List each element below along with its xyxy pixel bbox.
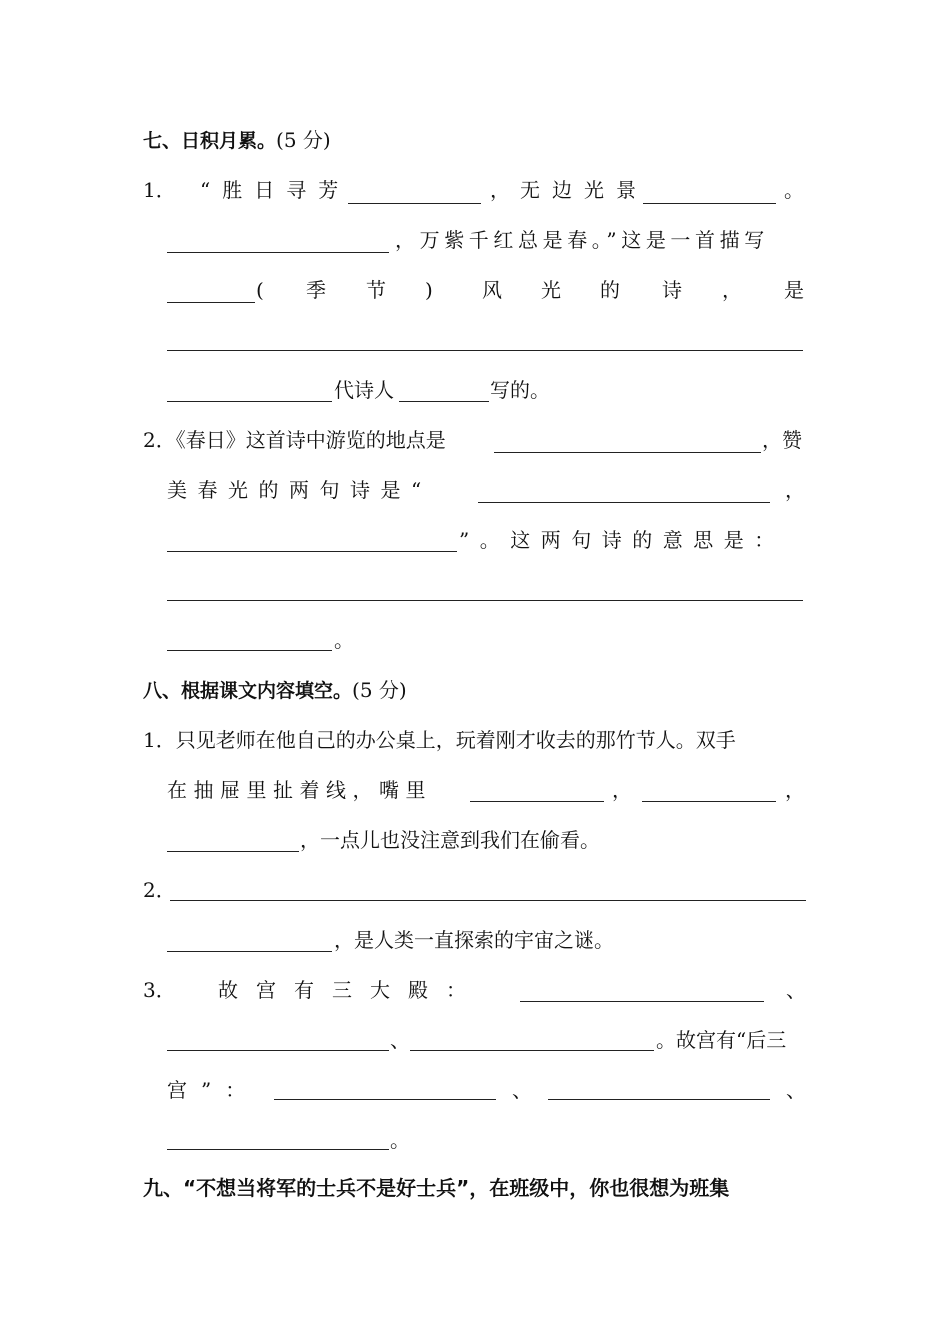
section7-title: 七、日积月累。 (143, 130, 277, 152)
char-ji-text: 季 (306, 278, 326, 302)
paren-open-text: ( (256, 278, 264, 302)
s8-q3-line3-c (786, 1076, 806, 1104)
wrote-text: 写的。 (490, 378, 550, 402)
blank-16[interactable] (170, 900, 806, 901)
s7-q2-line1-b (762, 426, 802, 454)
s7-q2-text-c: 美春光的两句诗是“ (167, 478, 432, 502)
s8-q3-period: 。 (390, 1128, 410, 1152)
s8-q3-line2-b (656, 1026, 786, 1054)
s8-q2-number: 2． (143, 878, 176, 902)
char-shi2 (784, 276, 804, 304)
s7-q2-line5 (334, 626, 354, 654)
s8-q3-dun4: 、 (786, 1078, 806, 1102)
s7-q2-text-a: 《春日》这首诗中游览的地点是 (175, 428, 446, 452)
blank-5[interactable] (167, 350, 803, 351)
section8-heading (143, 676, 407, 705)
s7-q1-line5-b (490, 376, 550, 404)
s8-q1-comma2 (785, 776, 805, 804)
s8-q1-line3 (300, 826, 600, 854)
blank-23[interactable] (167, 1149, 389, 1150)
s8-q3-line3-a (167, 1076, 259, 1104)
s8-q3-number: 3． (143, 978, 176, 1002)
s8-q3-dun3: 、 (512, 1078, 532, 1102)
section8-title: 八、根据课文内容填空。 (143, 680, 353, 702)
char-feng (482, 276, 502, 304)
s8-q3-text-b: 。故宫有“后三 (656, 1028, 787, 1052)
blank-14[interactable] (642, 801, 776, 802)
s7-q1-line1-text-c (520, 176, 648, 204)
poem-phrase: 无边光景 (520, 178, 648, 202)
poem-opening: “胜日寻芳 (200, 178, 351, 202)
paren-close (425, 276, 433, 304)
comma: ， (490, 178, 510, 202)
s8-q3-line1-b (786, 976, 806, 1004)
char-de-text: 的 (600, 278, 620, 302)
s7-q1-line5-a (334, 376, 394, 404)
blank-21[interactable] (274, 1099, 496, 1100)
s8-q3-line3-b (512, 1076, 532, 1104)
s7-q2-number: 2． (143, 428, 176, 452)
char-ji (306, 276, 326, 304)
s7-q1-line1-text-a (200, 176, 350, 204)
char-comma-text: ， (722, 278, 742, 302)
dynasty-poet-text: 代诗人 (334, 378, 394, 402)
char-feng-text: 风 (482, 278, 502, 302)
s7-q2-text-d: ”。这两句诗的意思是： (459, 528, 785, 552)
s8-q3-line1 (218, 976, 484, 1004)
s8-q3-number-wrap (143, 976, 176, 1004)
blank-11[interactable] (167, 600, 803, 601)
section9-title: 九、“不想当将军的士兵不是好士兵”，在班级中，你也很想为班集 (143, 1176, 730, 1200)
s8-comma2: ， (785, 778, 805, 802)
s7-q2-line1 (143, 426, 446, 454)
paren-open (256, 276, 264, 304)
s7-q2-period: 。 (334, 628, 354, 652)
s7-q2-line2 (167, 476, 432, 504)
s8-q1-line1 (143, 726, 736, 754)
blank-6[interactable] (167, 401, 332, 402)
s8-q3-dun2: 、 (390, 1028, 410, 1052)
period: 。 (784, 178, 804, 202)
s8-q3-text-c: 宫”： (167, 1078, 260, 1102)
s8-comma1: ， (612, 778, 632, 802)
s7-q1-line1-period (784, 176, 804, 204)
s8-q1-number: 1． (143, 728, 176, 752)
char-jie-text: 节 (366, 278, 386, 302)
section9-heading (143, 1174, 729, 1202)
blank-7[interactable] (399, 401, 489, 402)
blank-4[interactable] (167, 302, 255, 303)
section7-heading (143, 126, 331, 155)
s7-q1-line1-comma (490, 176, 510, 204)
s8-q3-line4 (390, 1126, 410, 1154)
char-comma (722, 276, 742, 304)
blank-17[interactable] (167, 951, 332, 952)
char-guang (541, 276, 561, 304)
section7-score: (5 分) (276, 128, 331, 152)
s8-q3-line2-a (390, 1026, 410, 1054)
s8-q2-text: ，是人类一直探索的宇宙之谜。 (334, 928, 614, 952)
char-shi (662, 276, 682, 304)
blank-13[interactable] (470, 801, 604, 802)
blank-9[interactable] (478, 502, 770, 503)
s8-q1-text: 只见老师在他自己的办公桌上，玩着刚才收去的那竹节人。双手 (175, 728, 736, 752)
blank-18[interactable] (520, 1001, 764, 1002)
blank-20[interactable] (410, 1050, 654, 1051)
s8-q1-comma1 (612, 776, 632, 804)
char-jie (366, 276, 386, 304)
s7-q2-line3 (459, 526, 785, 554)
s8-q3-dun1: 、 (786, 978, 806, 1002)
section8-score: (5 分) (352, 678, 407, 702)
blank-8[interactable] (494, 452, 761, 453)
char-shi2-text: 是 (784, 278, 804, 302)
blank-12[interactable] (167, 650, 332, 651)
blank-19[interactable] (167, 1050, 389, 1051)
blank-22[interactable] (548, 1099, 770, 1100)
s7-q2-line2-comma (785, 476, 805, 504)
char-shi-text: 诗 (662, 278, 682, 302)
s8-q3-text-a: 故宫有三大殿： (218, 978, 484, 1002)
blank-1[interactable] (348, 203, 481, 204)
s8-q1-text-b: 在抽屉里扯着线，嘴里 (167, 778, 432, 802)
char-guang-text: 光 (541, 278, 561, 302)
blank-15[interactable] (167, 851, 299, 852)
s8-q1-line2 (167, 776, 432, 804)
s7-q2-text-b: ，赞 (762, 428, 802, 452)
s7-q1-number: 1． (143, 178, 176, 202)
s7-q1-line1 (143, 176, 176, 204)
char-de (600, 276, 620, 304)
poem-line2: ，万紫千红总是春。”这是一首描写 (395, 228, 769, 252)
paren-close-text: ) (425, 278, 433, 302)
blank-3[interactable] (167, 252, 389, 253)
s7-q2-comma: ， (785, 478, 805, 502)
s7-q1-line2-text (395, 226, 769, 254)
blank-10[interactable] (167, 551, 457, 552)
s8-q1-text-c: ，一点儿也没注意到我们在偷看。 (300, 828, 600, 852)
s8-q2-line2 (334, 926, 614, 954)
blank-2[interactable] (643, 203, 776, 204)
